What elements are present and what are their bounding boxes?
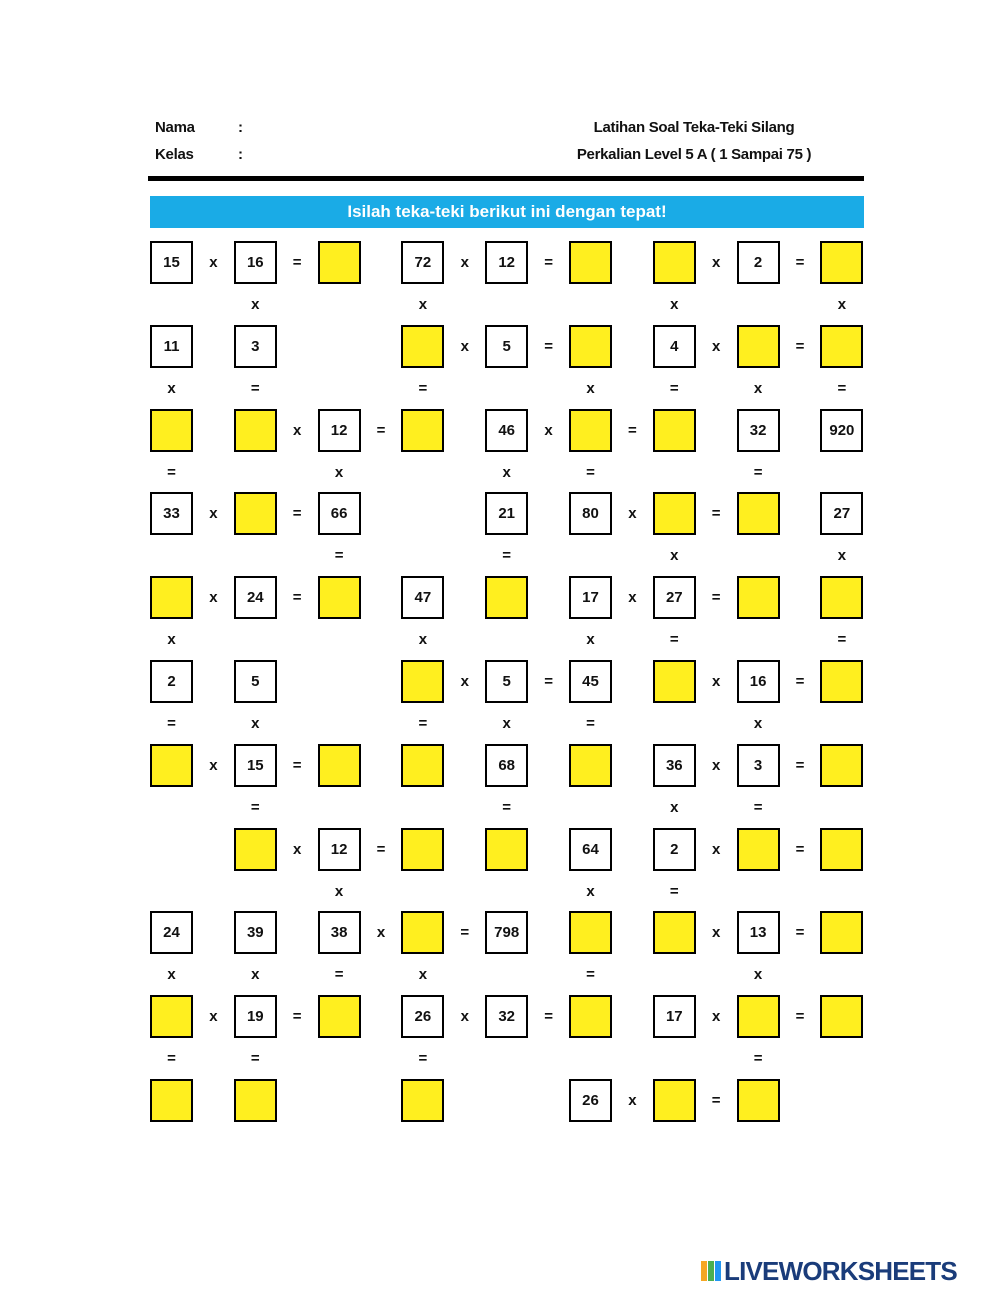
answer-cell[interactable] [737, 995, 780, 1038]
number-cell: 46 [485, 409, 528, 452]
equals-sign: = [544, 1008, 553, 1026]
answer-cell[interactable] [820, 911, 863, 954]
answer-cell[interactable] [820, 995, 863, 1038]
multiply-sign: x [460, 337, 469, 355]
equals-sign: = [250, 379, 260, 397]
equals-sign: = [376, 421, 386, 439]
answer-input[interactable] [822, 830, 861, 869]
multiply-sign: x [167, 966, 176, 984]
answer-input[interactable] [320, 243, 359, 282]
number-cell: 68 [485, 744, 528, 787]
answer-cell[interactable] [401, 325, 444, 368]
answer-cell[interactable] [150, 576, 193, 619]
multiply-sign: x [712, 254, 721, 271]
equals-sign: = [753, 798, 763, 816]
answer-input[interactable] [571, 746, 610, 785]
number-cell: 32 [485, 995, 528, 1038]
number-cell: 2 [653, 828, 696, 871]
multiply-sign: x [209, 254, 218, 271]
equals-sign: = [376, 840, 386, 858]
equals-sign: = [586, 714, 595, 732]
multiply-sign: x [293, 421, 302, 439]
number-cell: 26 [569, 1079, 612, 1122]
multiply-sign: x [376, 924, 386, 942]
multiply-sign: x [670, 798, 679, 816]
multiply-sign: x [251, 966, 260, 984]
answer-input[interactable] [739, 997, 778, 1036]
equals-sign: = [586, 463, 595, 481]
answer-input[interactable] [822, 997, 861, 1036]
equals-sign: = [502, 798, 512, 816]
multiply-sign: x [670, 547, 679, 565]
equals-sign: = [837, 631, 847, 649]
equals-sign: = [292, 756, 302, 774]
multiply-sign: x [753, 966, 763, 984]
equals-sign: = [292, 589, 302, 607]
number-cell: 2 [150, 660, 193, 703]
equals-sign: = [167, 1050, 176, 1068]
equals-sign: = [167, 463, 176, 481]
equals-sign: = [418, 714, 428, 732]
answer-cell[interactable] [234, 492, 277, 535]
equals-sign: = [795, 924, 805, 942]
multiply-sign: x [209, 505, 218, 523]
answer-input[interactable] [571, 913, 610, 952]
answer-cell[interactable] [737, 576, 780, 619]
answer-input[interactable] [822, 746, 861, 785]
answer-input[interactable] [822, 913, 861, 952]
answer-input[interactable] [487, 578, 526, 617]
equals-sign: = [795, 840, 805, 858]
number-cell: 19 [234, 995, 277, 1038]
answer-cell[interactable] [569, 325, 612, 368]
answer-input[interactable] [739, 1081, 778, 1120]
equals-sign: = [250, 1050, 260, 1068]
answer-cell[interactable] [150, 995, 193, 1038]
answer-cell[interactable] [150, 1079, 193, 1122]
answer-input[interactable] [152, 746, 191, 785]
multiply-sign: x [293, 840, 302, 858]
number-cell: 45 [569, 660, 612, 703]
number-cell: 3 [737, 744, 780, 787]
answer-cell[interactable] [234, 828, 277, 871]
number-cell: 39 [234, 911, 277, 954]
number-cell: 80 [569, 492, 612, 535]
multiply-sign: x [586, 882, 595, 900]
number-cell: 3 [234, 325, 277, 368]
number-cell: 21 [485, 492, 528, 535]
equals-sign: = [460, 924, 470, 942]
instruction-banner: Isilah teka-teki berikut ini dengan tepat! [150, 196, 864, 228]
equals-sign: = [795, 673, 805, 690]
answer-input[interactable] [571, 327, 610, 366]
multiply-sign: x [670, 295, 679, 313]
answer-cell[interactable] [820, 576, 863, 619]
multiply-sign: x [418, 295, 428, 313]
equals-sign: = [292, 254, 302, 271]
worksheet-title: Latihan Soal Teka-Teki Silang [593, 119, 795, 136]
answer-cell[interactable] [653, 1079, 696, 1122]
answer-cell[interactable] [401, 744, 444, 787]
equals-sign: = [795, 337, 805, 355]
answer-input[interactable] [236, 830, 275, 869]
answer-input[interactable] [655, 411, 694, 450]
answer-input[interactable] [236, 494, 275, 533]
multiply-sign: x [209, 1008, 218, 1026]
number-cell: 36 [653, 744, 696, 787]
multiply-sign: x [753, 379, 763, 397]
number-cell: 13 [737, 911, 780, 954]
answer-input[interactable] [236, 411, 275, 450]
number-cell: 47 [401, 576, 444, 619]
answer-input[interactable] [152, 578, 191, 617]
answer-input[interactable] [655, 243, 694, 282]
number-cell: 66 [318, 492, 361, 535]
answer-input[interactable] [403, 327, 442, 366]
answer-cell[interactable] [820, 660, 863, 703]
answer-cell[interactable] [234, 409, 277, 452]
liveworksheets-logo-icon [700, 1260, 722, 1282]
answer-input[interactable] [822, 662, 861, 701]
answer-cell[interactable] [737, 492, 780, 535]
answer-input[interactable] [822, 578, 861, 617]
multiply-sign: x [586, 631, 595, 649]
equals-sign: = [167, 714, 176, 732]
multiply-sign: x [251, 714, 260, 732]
answer-cell[interactable] [318, 241, 361, 284]
answer-cell[interactable] [401, 1079, 444, 1122]
equals-sign: = [292, 1008, 302, 1026]
answer-input[interactable] [403, 746, 442, 785]
number-cell: 33 [150, 492, 193, 535]
answer-cell[interactable] [569, 911, 612, 954]
equals-sign: = [544, 254, 553, 271]
equals-sign: = [753, 1050, 763, 1068]
equals-sign: = [837, 379, 847, 397]
multiply-sign: x [712, 924, 721, 942]
equals-sign: = [418, 379, 428, 397]
answer-input[interactable] [571, 411, 610, 450]
answer-input[interactable] [403, 913, 442, 952]
answer-input[interactable] [739, 494, 778, 533]
multiply-sign: x [628, 589, 637, 607]
answer-cell[interactable] [401, 409, 444, 452]
number-cell: 24 [234, 576, 277, 619]
answer-cell[interactable] [820, 828, 863, 871]
answer-cell[interactable] [569, 995, 612, 1038]
multiply-sign: x [712, 337, 721, 355]
multiply-sign: x [167, 379, 176, 397]
answer-cell[interactable] [569, 744, 612, 787]
number-cell: 64 [569, 828, 612, 871]
number-cell: 38 [318, 911, 361, 954]
answer-cell[interactable] [653, 492, 696, 535]
multiply-sign: x [418, 966, 428, 984]
equals-sign: = [418, 1050, 428, 1068]
answer-cell[interactable] [737, 325, 780, 368]
nama-label: Nama [155, 119, 195, 136]
answer-cell[interactable] [150, 744, 193, 787]
number-cell: 17 [569, 576, 612, 619]
kelas-colon: : [238, 146, 243, 163]
equals-sign: = [711, 1092, 721, 1109]
equals-sign: = [334, 547, 344, 565]
multiply-sign: x [334, 463, 344, 481]
number-cell: 26 [401, 995, 444, 1038]
equals-sign: = [669, 882, 679, 900]
answer-input[interactable] [487, 830, 526, 869]
multiply-sign: x [628, 505, 637, 523]
answer-input[interactable] [236, 1081, 275, 1120]
answer-cell[interactable] [234, 1079, 277, 1122]
equals-sign: = [628, 421, 637, 439]
worksheet-subtitle: Perkalian Level 5 A ( 1 Sampai 75 ) [576, 146, 812, 163]
multiply-sign: x [209, 589, 218, 607]
multiply-sign: x [712, 1008, 721, 1026]
number-cell: 798 [485, 911, 528, 954]
kelas-label: Kelas [155, 146, 194, 163]
number-cell: 24 [150, 911, 193, 954]
answer-input[interactable] [403, 1081, 442, 1120]
multiply-sign: x [544, 421, 553, 439]
brand-name: LIVEWORKSHEETS [724, 1256, 957, 1286]
multiply-sign: x [837, 295, 847, 313]
multiply-sign: x [712, 756, 721, 774]
multiply-sign: x [712, 673, 721, 690]
answer-cell[interactable] [653, 660, 696, 703]
answer-input[interactable] [403, 662, 442, 701]
number-cell: 920 [820, 409, 863, 452]
answer-input[interactable] [320, 746, 359, 785]
number-cell: 5 [485, 660, 528, 703]
answer-cell[interactable] [150, 409, 193, 452]
equals-sign: = [753, 463, 763, 481]
multiply-sign: x [837, 547, 847, 565]
answer-input[interactable] [571, 243, 610, 282]
answer-cell[interactable] [485, 576, 528, 619]
answer-input[interactable] [320, 578, 359, 617]
number-cell: 72 [401, 241, 444, 284]
number-cell: 15 [234, 744, 277, 787]
equals-sign: = [669, 379, 679, 397]
answer-cell[interactable] [401, 828, 444, 871]
answer-input[interactable] [655, 913, 694, 952]
answer-input[interactable] [403, 830, 442, 869]
answer-cell[interactable] [653, 241, 696, 284]
equals-sign: = [502, 547, 512, 565]
multiply-sign: x [460, 254, 469, 271]
answer-cell[interactable] [569, 409, 612, 452]
number-cell: 2 [737, 241, 780, 284]
answer-cell[interactable] [318, 576, 361, 619]
answer-cell[interactable] [737, 828, 780, 871]
answer-input[interactable] [655, 494, 694, 533]
number-cell: 4 [653, 325, 696, 368]
answer-cell[interactable] [318, 744, 361, 787]
number-cell: 12 [318, 409, 361, 452]
answer-cell[interactable] [820, 744, 863, 787]
answer-input[interactable] [739, 327, 778, 366]
answer-input[interactable] [320, 997, 359, 1036]
equals-sign: = [586, 966, 595, 984]
answer-input[interactable] [571, 997, 610, 1036]
equals-sign: = [795, 756, 805, 774]
multiply-sign: x [460, 673, 469, 690]
multiply-sign: x [586, 379, 595, 397]
multiply-sign: x [628, 1092, 637, 1109]
number-cell: 11 [150, 325, 193, 368]
answer-input[interactable] [655, 1081, 694, 1120]
multiply-sign: x [209, 756, 218, 774]
number-cell: 5 [234, 660, 277, 703]
answer-input[interactable] [739, 830, 778, 869]
multiply-sign: x [753, 714, 763, 732]
equals-sign: = [250, 798, 260, 816]
answer-cell[interactable] [401, 660, 444, 703]
answer-cell[interactable] [485, 828, 528, 871]
nama-colon: : [238, 119, 243, 136]
equals-sign: = [669, 631, 679, 649]
answer-cell[interactable] [401, 911, 444, 954]
answer-cell[interactable] [737, 1079, 780, 1122]
equals-sign: = [544, 673, 553, 690]
number-cell: 12 [318, 828, 361, 871]
answer-input[interactable] [822, 327, 861, 366]
multiply-sign: x [460, 1008, 469, 1026]
multiply-sign: x [251, 295, 260, 313]
answer-input[interactable] [152, 997, 191, 1036]
answer-input[interactable] [739, 578, 778, 617]
number-cell: 16 [737, 660, 780, 703]
footer-brand [700, 1256, 992, 1286]
answer-cell[interactable] [653, 911, 696, 954]
number-cell: 32 [737, 409, 780, 452]
answer-input[interactable] [403, 411, 442, 450]
number-cell: 17 [653, 995, 696, 1038]
number-cell: 27 [653, 576, 696, 619]
answer-input[interactable] [152, 1081, 191, 1120]
multiply-sign: x [502, 714, 511, 732]
equals-sign: = [292, 505, 302, 523]
answer-cell[interactable] [653, 409, 696, 452]
answer-cell[interactable] [820, 241, 863, 284]
answer-cell[interactable] [569, 241, 612, 284]
answer-cell[interactable] [820, 325, 863, 368]
multiply-sign: x [712, 840, 721, 858]
multiply-sign: x [418, 631, 428, 649]
answer-input[interactable] [822, 243, 861, 282]
equals-sign: = [334, 966, 344, 984]
multiply-sign: x [167, 631, 176, 649]
equals-sign: = [711, 589, 721, 607]
answer-input[interactable] [655, 662, 694, 701]
equals-sign: = [795, 1008, 805, 1026]
multiply-sign: x [334, 882, 344, 900]
number-cell: 27 [820, 492, 863, 535]
number-cell: 5 [485, 325, 528, 368]
equals-sign: = [544, 337, 553, 355]
equals-sign: = [795, 254, 805, 271]
number-cell: 15 [150, 241, 193, 284]
answer-input[interactable] [152, 411, 191, 450]
number-cell: 12 [485, 241, 528, 284]
equals-sign: = [711, 505, 721, 523]
multiply-sign: x [502, 463, 511, 481]
number-cell: 16 [234, 241, 277, 284]
answer-cell[interactable] [318, 995, 361, 1038]
